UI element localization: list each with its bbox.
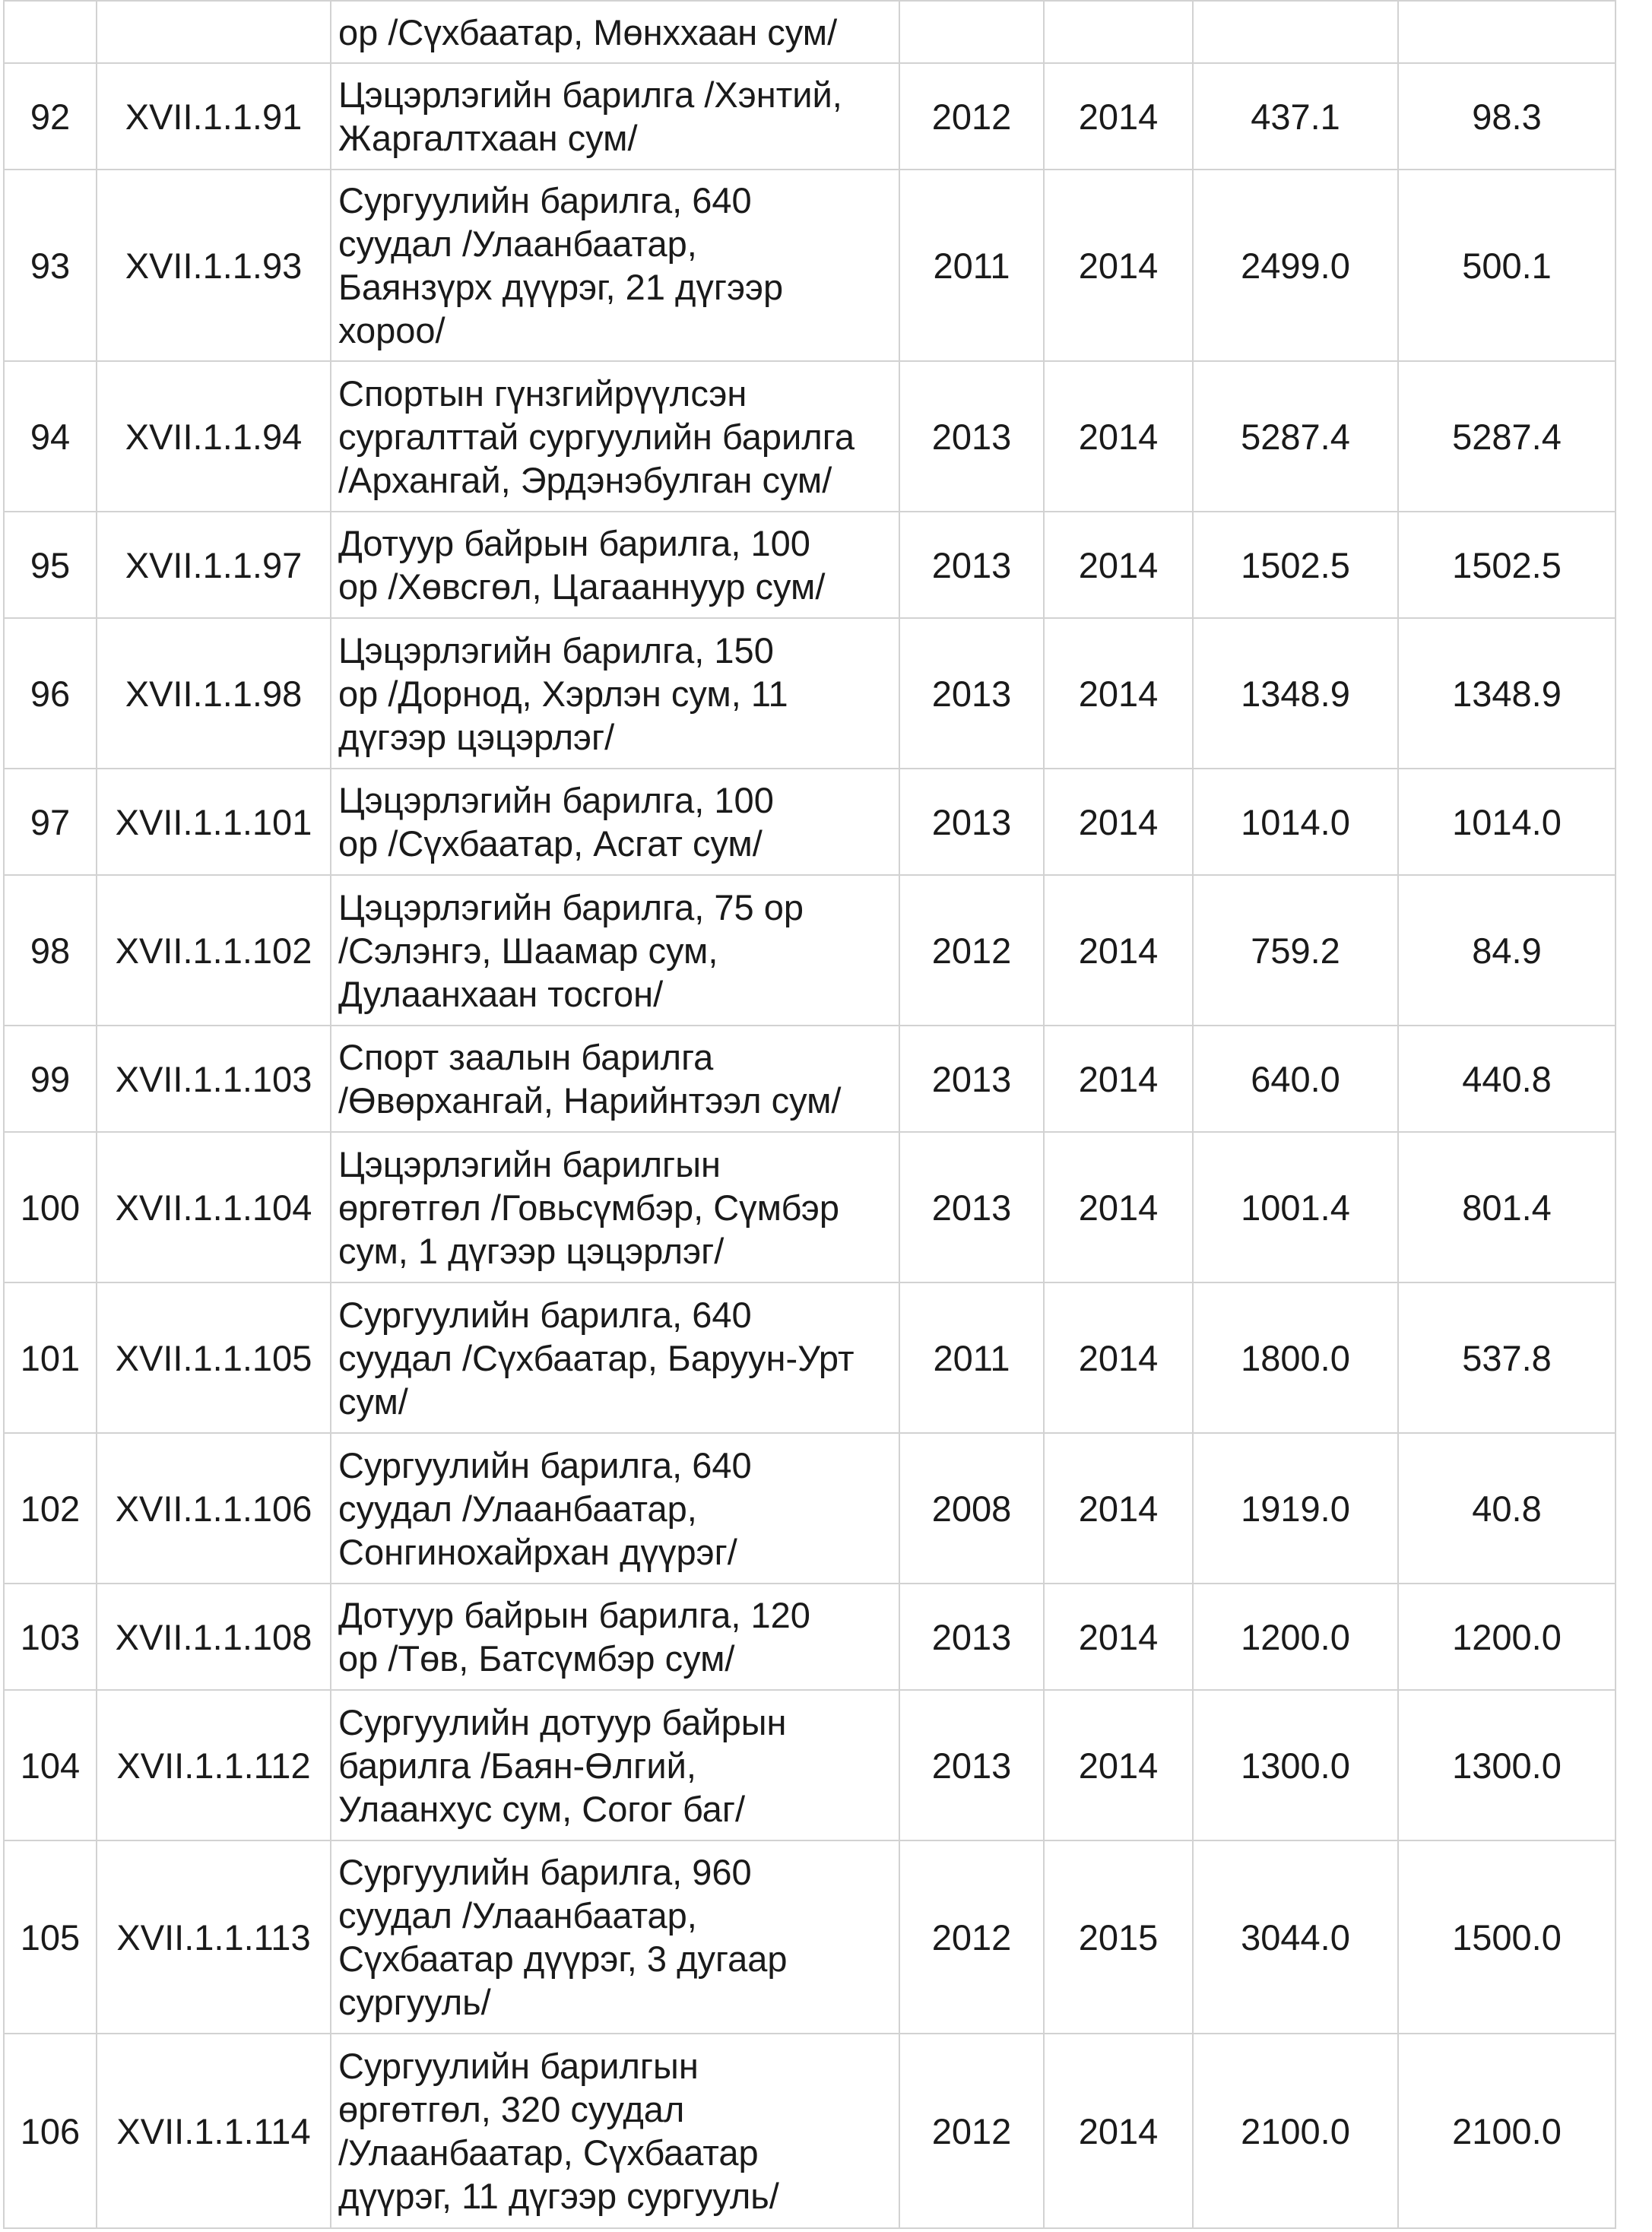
project-name-line: /Архангай, Эрдэнэбулган сум/	[338, 459, 832, 500]
project-name-line: Улаанхус сум, Согог баг/	[338, 1788, 746, 1829]
budget-projects-table	[3, 0, 1616, 2229]
end-year-cell: 2014	[1044, 1132, 1193, 1282]
end-year-cell: 2014	[1044, 2034, 1193, 2228]
project-name-line: Дулаанхаан тосгон/	[338, 973, 664, 1014]
total-cost-cell: 2100.0	[1193, 2034, 1398, 2228]
project-name-line: сум/	[338, 1381, 408, 1422]
project-name-line: Цэцэрлэгийн барилга /Хэнтий,	[338, 75, 842, 115]
project-name-line: Дотуур байрын барилга, 100	[338, 523, 810, 563]
table-row	[4, 63, 1616, 170]
start-year-cell: 2011	[899, 170, 1044, 361]
table-row	[4, 361, 1616, 512]
project-name-line: Цэцэрлэгийн барилгын	[338, 1143, 721, 1184]
project-name-line: /Улаанбаатар, Сүхбаатар	[338, 2132, 759, 2173]
start-year-cell: 2013	[899, 361, 1044, 512]
project-name-line: дүүрэг, 11 дүгээр сургууль/	[338, 2176, 779, 2216]
project-name-cell	[331, 1584, 899, 1690]
project-name-line: ор /Хөвсгөл, Цагааннуур сум/	[338, 566, 826, 607]
project-name-cell	[331, 170, 899, 361]
project-name-line: суудал /Улаанбаатар,	[338, 1895, 697, 1936]
amount-cell: 40.8	[1398, 1433, 1616, 1584]
amount-cell: 1502.5	[1398, 512, 1616, 618]
project-name-line: өргөтгөл /Говьсүмбэр, Сүмбэр	[338, 1187, 839, 1228]
row-number-cell: 100	[4, 1132, 97, 1282]
project-name-cell	[331, 2034, 899, 2228]
end-year-cell: 2014	[1044, 769, 1193, 875]
project-name-line: Цэцэрлэгийн барилга, 100	[338, 780, 774, 820]
table-row	[4, 1433, 1616, 1584]
budget-code-cell: XVII.1.1.94	[97, 361, 331, 512]
project-name-line: сургалттай сургуулийн барилга	[338, 416, 855, 457]
project-name-line: Сургуулийн барилга, 960	[338, 1852, 752, 1892]
total-cost-cell: 2499.0	[1193, 170, 1398, 361]
project-name-line: хороо/	[338, 310, 446, 350]
total-cost-cell: 3044.0	[1193, 1840, 1398, 2034]
project-name-line: Сургуулийн барилга, 640	[338, 180, 752, 220]
row-number-cell: 96	[4, 618, 97, 769]
project-name-cell	[331, 769, 899, 875]
budget-code-cell: XVII.1.1.101	[97, 769, 331, 875]
start-year-cell: 2013	[899, 1690, 1044, 1840]
project-name-cell	[331, 1433, 899, 1584]
amount-cell: 801.4	[1398, 1132, 1616, 1282]
budget-code-cell: XVII.1.1.93	[97, 170, 331, 361]
project-name-cell	[331, 361, 899, 512]
budget-code-cell: XVII.1.1.106	[97, 1433, 331, 1584]
project-name-line: барилга /Баян-Өлгий,	[338, 1745, 696, 1786]
project-name-line: /Сэлэнгэ, Шаамар сум,	[338, 930, 718, 971]
end-year-cell: 2014	[1044, 1282, 1193, 1433]
project-name-line: суудал /Улаанбаатар,	[338, 1488, 697, 1529]
budget-code-cell: XVII.1.1.113	[97, 1840, 331, 2034]
project-name-cell	[331, 1690, 899, 1840]
budget-code-cell: XVII.1.1.98	[97, 618, 331, 769]
table-row	[4, 1026, 1616, 1132]
row-number-cell: 102	[4, 1433, 97, 1584]
start-year-cell: 2008	[899, 1433, 1044, 1584]
project-name-line: ор /Төв, Батсүмбэр сум/	[338, 1638, 735, 1679]
budget-code-cell	[97, 1, 331, 63]
budget-code-cell: XVII.1.1.103	[97, 1026, 331, 1132]
total-cost-cell: 1200.0	[1193, 1584, 1398, 1690]
table-row	[4, 1840, 1616, 2034]
project-name-cell	[331, 1132, 899, 1282]
project-name-line: Спорт заалын барилга	[338, 1037, 714, 1077]
amount-cell: 1500.0	[1398, 1840, 1616, 2034]
budget-code-cell: XVII.1.1.104	[97, 1132, 331, 1282]
total-cost-cell: 5287.4	[1193, 361, 1398, 512]
row-number-cell: 106	[4, 2034, 97, 2228]
project-name-cell	[331, 875, 899, 1026]
project-name-line: /Өвөрхангай, Нарийнтээл сум/	[338, 1080, 842, 1121]
end-year-cell: 2014	[1044, 1690, 1193, 1840]
table-row	[4, 769, 1616, 875]
row-number-cell: 99	[4, 1026, 97, 1132]
amount-cell: 440.8	[1398, 1026, 1616, 1132]
project-name-line: ор /Дорнод, Хэрлэн сум, 11	[338, 673, 788, 714]
total-cost-cell: 1300.0	[1193, 1690, 1398, 1840]
table-body	[4, 1, 1616, 2228]
row-number-cell: 103	[4, 1584, 97, 1690]
end-year-cell: 2014	[1044, 1433, 1193, 1584]
project-name-line: Сүхбаатар дүүрэг, 3 дугаар	[338, 1939, 788, 1979]
budget-code-cell: XVII.1.1.114	[97, 2034, 331, 2228]
total-cost-cell: 640.0	[1193, 1026, 1398, 1132]
row-number-cell: 98	[4, 875, 97, 1026]
end-year-cell: 2014	[1044, 63, 1193, 170]
amount-cell: 84.9	[1398, 875, 1616, 1026]
start-year-cell: 2012	[899, 1840, 1044, 2034]
project-name-cell	[331, 63, 899, 170]
project-name-line: сургууль/	[338, 1982, 491, 2022]
project-name-line: ор /Сүхбаатар, Асгат сум/	[338, 823, 763, 864]
table-row	[4, 1, 1616, 63]
project-name-line: Сургуулийн барилга, 640	[338, 1444, 752, 1485]
row-number-cell: 104	[4, 1690, 97, 1840]
end-year-cell: 2014	[1044, 1584, 1193, 1690]
row-number-cell	[4, 1, 97, 63]
total-cost-cell: 1800.0	[1193, 1282, 1398, 1433]
start-year-cell: 2013	[899, 618, 1044, 769]
start-year-cell: 2012	[899, 2034, 1044, 2228]
end-year-cell: 2014	[1044, 618, 1193, 769]
project-name-line: Цэцэрлэгийн барилга, 75 ор	[338, 886, 804, 927]
start-year-cell: 2013	[899, 512, 1044, 618]
row-number-cell: 97	[4, 769, 97, 875]
amount-cell	[1398, 1, 1616, 63]
total-cost-cell: 437.1	[1193, 63, 1398, 170]
project-name-line: Сургуулийн дотуур байрын	[338, 1701, 787, 1742]
table-row	[4, 512, 1616, 618]
row-number-cell: 92	[4, 63, 97, 170]
project-name-cell	[331, 1, 899, 63]
total-cost-cell: 1919.0	[1193, 1433, 1398, 1584]
project-name-line: Сургуулийн барилга, 640	[338, 1294, 752, 1335]
row-number-cell: 101	[4, 1282, 97, 1433]
project-name-line: Сонгинохайрхан дүүрэг/	[338, 1531, 737, 1572]
project-name-line: сум, 1 дүгээр цэцэрлэг/	[338, 1230, 725, 1271]
start-year-cell: 2013	[899, 769, 1044, 875]
row-number-cell: 95	[4, 512, 97, 618]
amount-cell: 1014.0	[1398, 769, 1616, 875]
end-year-cell: 2014	[1044, 361, 1193, 512]
start-year-cell: 2013	[899, 1584, 1044, 1690]
budget-code-cell: XVII.1.1.97	[97, 512, 331, 618]
budget-code-cell: XVII.1.1.105	[97, 1282, 331, 1433]
amount-cell: 1200.0	[1398, 1584, 1616, 1690]
row-number-cell: 105	[4, 1840, 97, 2034]
amount-cell: 98.3	[1398, 63, 1616, 170]
amount-cell: 5287.4	[1398, 361, 1616, 512]
project-name-cell	[331, 1282, 899, 1433]
end-year-cell	[1044, 1, 1193, 63]
project-name-cell	[331, 512, 899, 618]
project-name-line: дүгээр цэцэрлэг/	[338, 716, 615, 757]
project-name-line: Сургуулийн барилгын	[338, 2046, 699, 2086]
project-name-line: Жаргалтхаан сум/	[338, 118, 638, 158]
project-name-line: ор /Сүхбаатар, Мөнххаан сум/	[338, 11, 838, 52]
amount-cell: 537.8	[1398, 1282, 1616, 1433]
table-row	[4, 2034, 1616, 2228]
amount-cell: 1348.9	[1398, 618, 1616, 769]
end-year-cell: 2014	[1044, 512, 1193, 618]
table-row	[4, 1584, 1616, 1690]
project-name-line: Дотуур байрын барилга, 120	[338, 1595, 810, 1635]
budget-code-cell: XVII.1.1.112	[97, 1690, 331, 1840]
total-cost-cell: 1001.4	[1193, 1132, 1398, 1282]
end-year-cell: 2014	[1044, 170, 1193, 361]
project-name-cell	[331, 1840, 899, 2034]
project-name-line: суудал /Улаанбаатар,	[338, 224, 697, 264]
budget-code-cell: XVII.1.1.102	[97, 875, 331, 1026]
project-name-cell	[331, 1026, 899, 1132]
start-year-cell: 2012	[899, 63, 1044, 170]
end-year-cell: 2014	[1044, 1026, 1193, 1132]
table-row	[4, 170, 1616, 361]
table-row	[4, 618, 1616, 769]
total-cost-cell: 1014.0	[1193, 769, 1398, 875]
project-name-line: Спортын гүнзгийрүүлсэн	[338, 373, 747, 414]
table-row	[4, 875, 1616, 1026]
start-year-cell: 2013	[899, 1132, 1044, 1282]
amount-cell: 1300.0	[1398, 1690, 1616, 1840]
end-year-cell: 2015	[1044, 1840, 1193, 2034]
total-cost-cell: 759.2	[1193, 875, 1398, 1026]
table-row	[4, 1690, 1616, 1840]
table-row	[4, 1132, 1616, 1282]
project-name-cell	[331, 618, 899, 769]
project-name-line: Баянзүрх дүүрэг, 21 дүгээр	[338, 267, 784, 307]
table-row	[4, 1282, 1616, 1433]
amount-cell: 2100.0	[1398, 2034, 1616, 2228]
project-name-line: Цэцэрлэгийн барилга, 150	[338, 629, 774, 671]
row-number-cell: 93	[4, 170, 97, 361]
row-number-cell: 94	[4, 361, 97, 512]
total-cost-cell: 1348.9	[1193, 618, 1398, 769]
budget-code-cell: XVII.1.1.108	[97, 1584, 331, 1690]
budget-code-cell: XVII.1.1.91	[97, 63, 331, 170]
start-year-cell	[899, 1, 1044, 63]
project-name-line: суудал /Сүхбаатар, Баруун-Урт	[338, 1337, 855, 1378]
end-year-cell: 2014	[1044, 875, 1193, 1026]
total-cost-cell	[1193, 1, 1398, 63]
start-year-cell: 2013	[899, 1026, 1044, 1132]
amount-cell: 500.1	[1398, 170, 1616, 361]
total-cost-cell: 1502.5	[1193, 512, 1398, 618]
project-name-line: өргөтгөл, 320 суудал	[338, 2089, 685, 2129]
start-year-cell: 2012	[899, 875, 1044, 1026]
start-year-cell: 2011	[899, 1282, 1044, 1433]
